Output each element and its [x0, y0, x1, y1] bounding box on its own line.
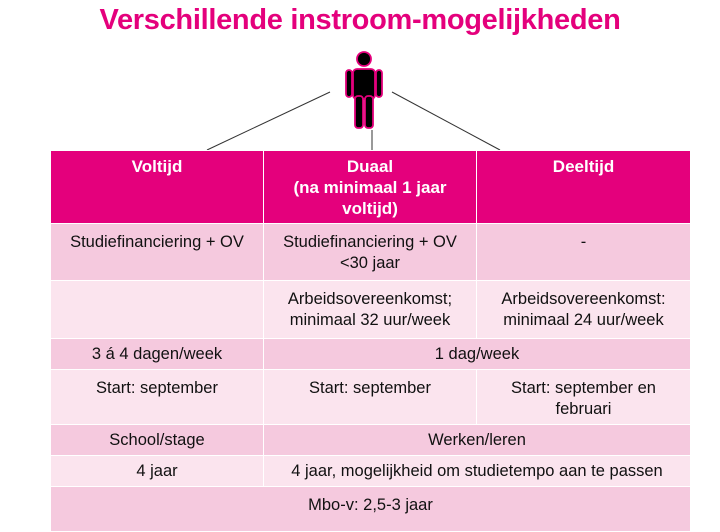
table-row	[51, 425, 691, 456]
header-deeltijd: Deeltijd	[477, 151, 691, 224]
table-row	[51, 281, 691, 339]
cell-mbo: Mbo-v: 2,5-3 jaar	[51, 487, 691, 532]
person-icon	[344, 50, 384, 130]
cell-start-voltijd: Start: september	[51, 370, 264, 425]
cell-dagen-voltijd: 3 á 4 dagen/week	[51, 339, 264, 370]
cell-financiering-deeltijd: -	[477, 224, 691, 281]
cell-start-duaal: Start: september	[264, 370, 477, 425]
header-voltijd: Voltijd	[51, 151, 264, 224]
table-row	[51, 339, 691, 370]
header-duaal: Duaal (na minimaal 1 jaar voltijd)	[264, 151, 477, 224]
cell-duur-voltijd: 4 jaar	[51, 456, 264, 487]
cell-arbeid-voltijd	[51, 281, 264, 339]
table-row	[51, 370, 691, 425]
intake-options-table	[50, 150, 691, 532]
cell-financiering-voltijd: Studiefinanciering + OV	[51, 224, 264, 281]
table-row	[51, 487, 691, 532]
cell-duur-duaal-deeltijd: 4 jaar, mogelijkheid om studietempo aan te passen	[264, 456, 691, 487]
cell-financiering-duaal: Studiefinanciering + OV <30 jaar	[264, 224, 477, 281]
table-row	[51, 224, 691, 281]
cell-start-deeltijd: Start: september en februari	[477, 370, 691, 425]
cell-leren-duaal-deeltijd: Werken/leren	[264, 425, 691, 456]
table-row	[51, 456, 691, 487]
page-title: Verschillende instroom-mogelijkheden	[99, 4, 621, 36]
cell-leren-voltijd: School/stage	[51, 425, 264, 456]
cell-arbeid-duaal: Arbeidsovereenkomst; minimaal 32 uur/week	[264, 281, 477, 339]
cell-dagen-duaal-deeltijd: 1 dag/week	[264, 339, 691, 370]
cell-arbeid-deeltijd: Arbeidsovereenkomst: minimaal 24 uur/week	[477, 281, 691, 339]
